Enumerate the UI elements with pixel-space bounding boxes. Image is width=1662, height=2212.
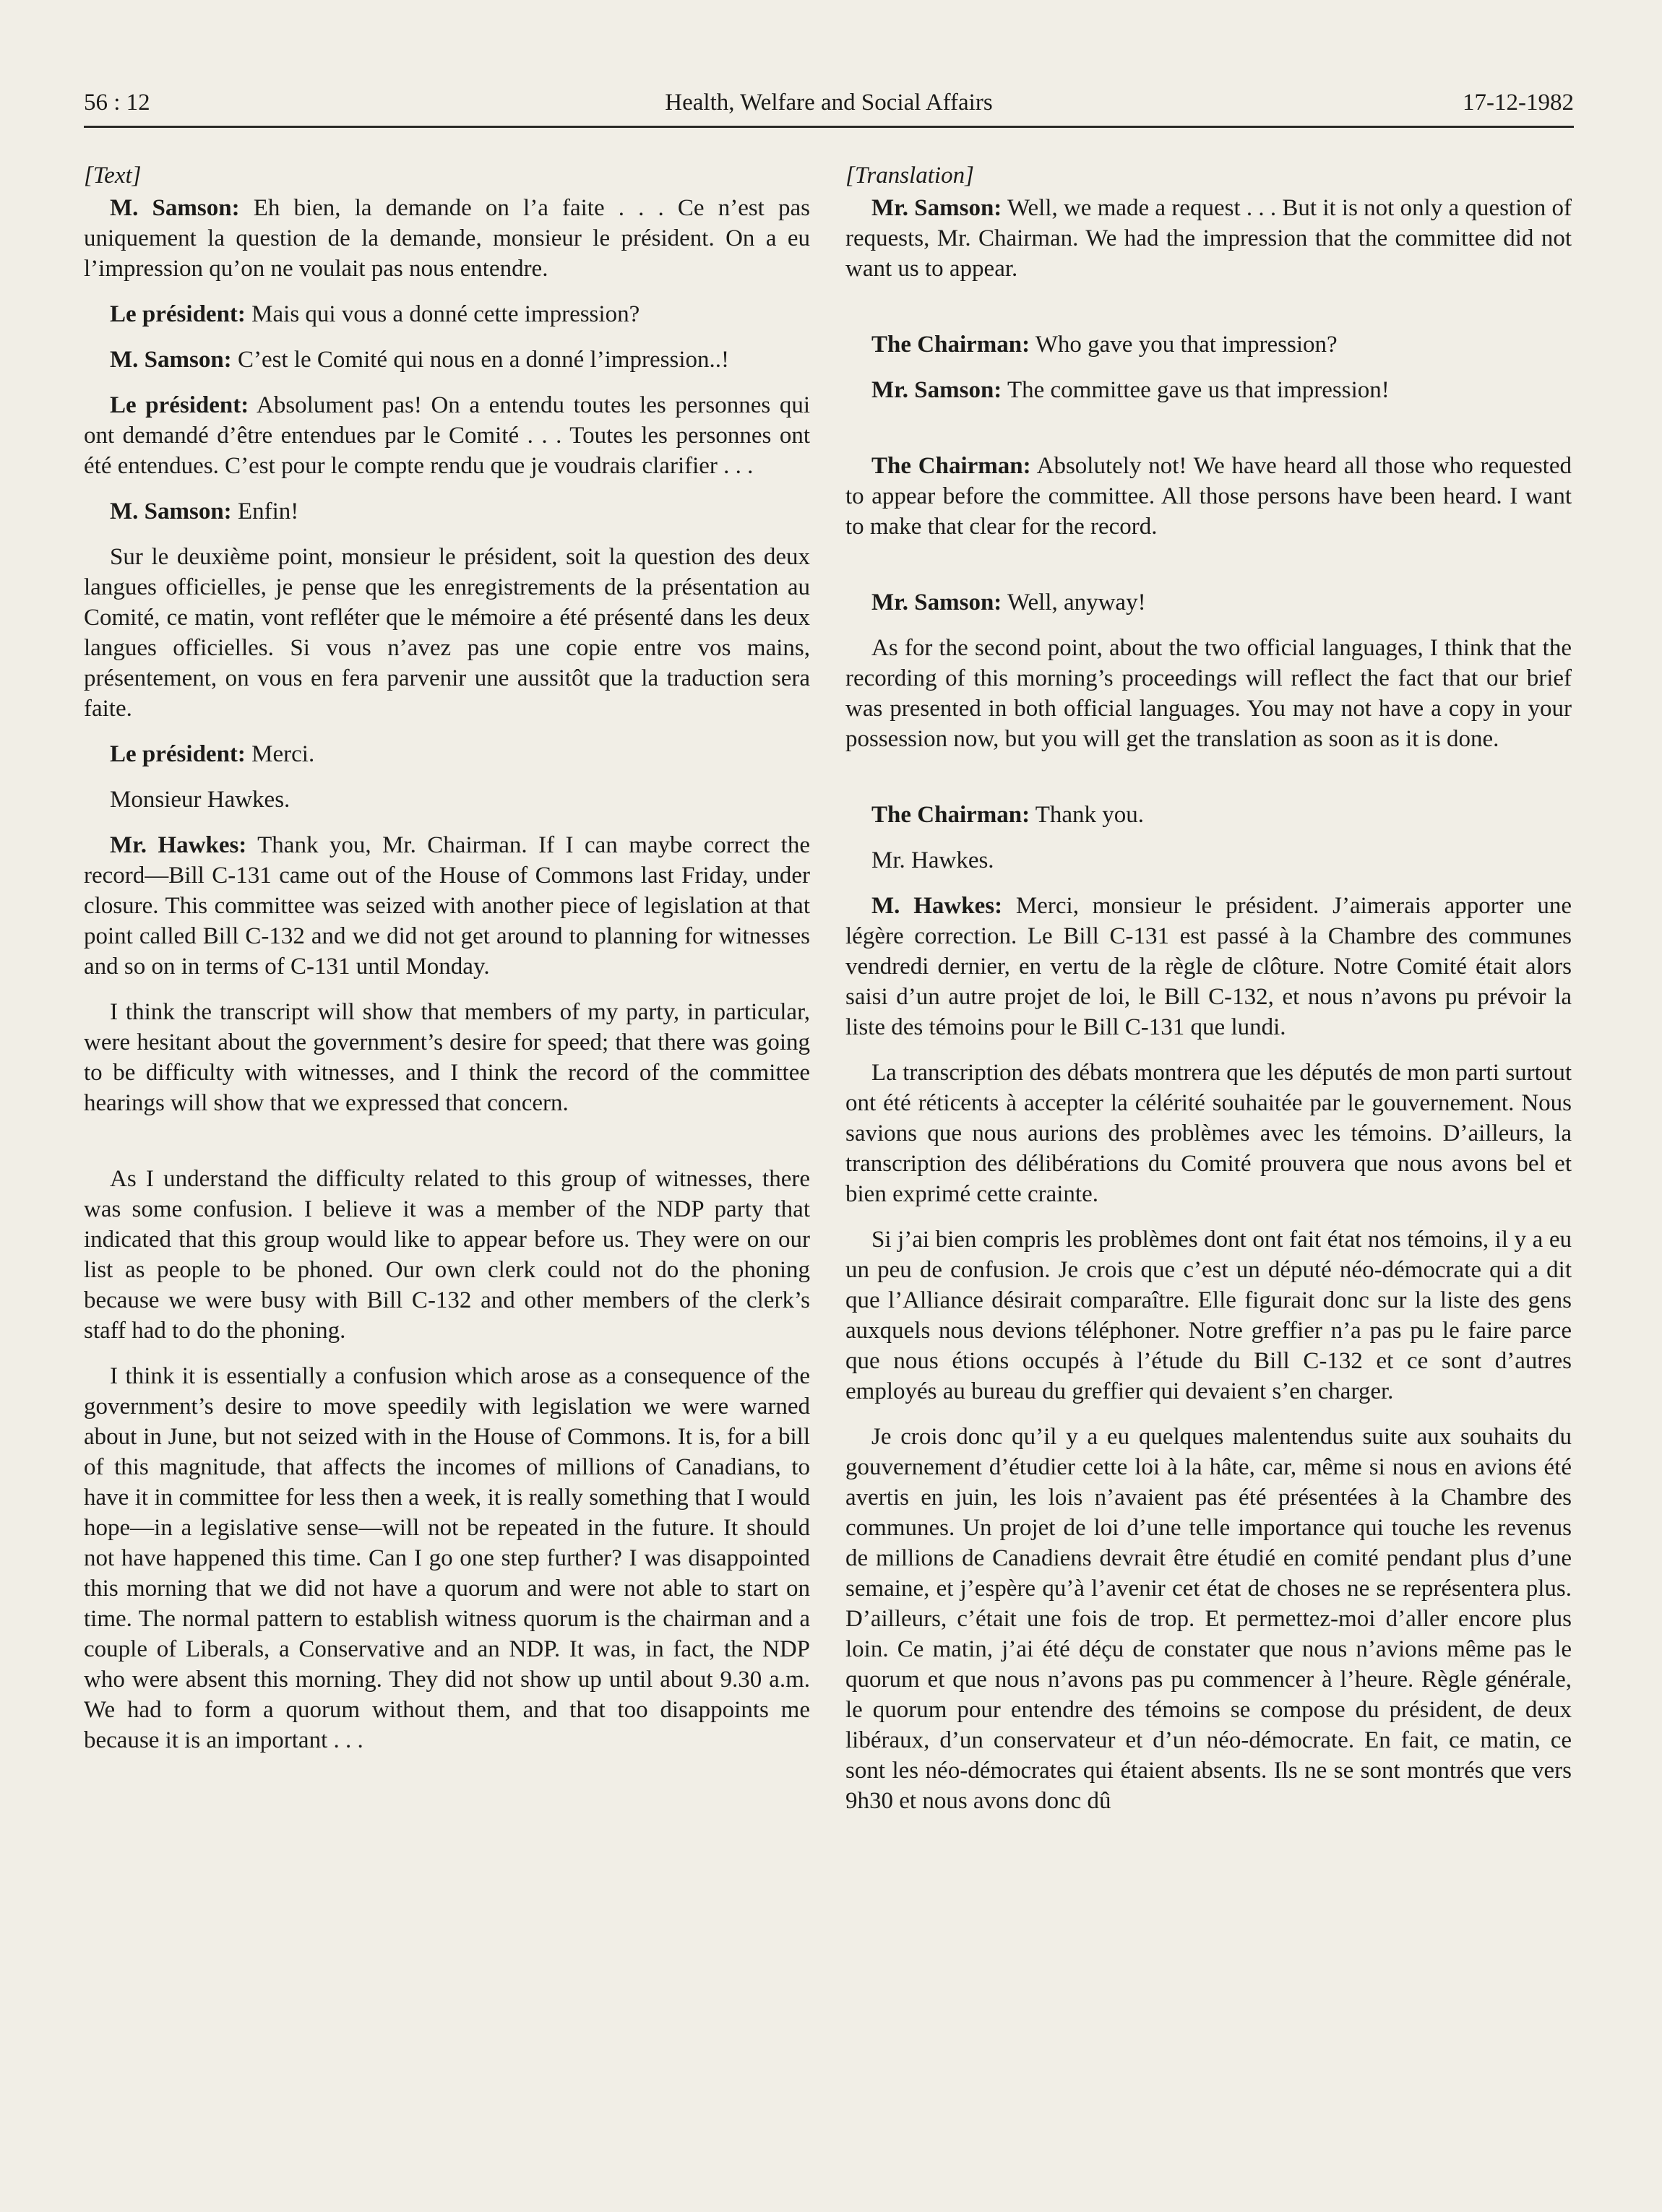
paragraph-text: C’est le Comité qui nous en a donné l’impression..! [231, 347, 729, 373]
paragraph [845, 1058, 1572, 1209]
paragraph [84, 1164, 810, 1346]
column-label: [Translation] [845, 163, 974, 189]
paragraph [84, 299, 810, 329]
page-number: 56 : 12 [84, 90, 150, 116]
paragraph [845, 193, 1572, 284]
speaker-name: Mr. Samson: [871, 377, 1002, 403]
paragraph-text: Thank you. [1030, 802, 1145, 828]
paragraph-text: Mais qui vous a donné cette impression? [245, 301, 640, 327]
paragraph-text: Si j’ai bien compris les problèmes dont ont fait état nos témoins, il y a eu un peu de confusion. Je crois que c’est un député néo-démocrate qui a dit que l’Alliance désirait comparaître. Elle figurait donc sur la liste des gens auxquels nous devions téléphoner. Notre greffier n’a pas pu le faire parce que nous étions occupés à l’étude du Bill C-132 et ce sont d’autres employés au bureau du greffier qui devaient s’en charger. [845, 1227, 1572, 1404]
paragraph [84, 345, 810, 375]
paragraph-text: The committee gave us that impression! [1002, 377, 1390, 403]
paragraph-text: Well, anyway! [1002, 589, 1146, 615]
paragraph-text: Je crois donc qu’il y a eu quelques malentendus suite aux souhaits du gouvernement d’étudier cette loi à la hâte, car, même si nous en avions été avertis en juin, les lois n’avaient pas été présentées à la Chambre des communes. Un projet de loi d’une telle importance qui touche les revenus de millions de Canadiens devrait être étudié en comité pendant plus d’une semaine, et j’espère qu’à l’avenir cet état de choses ne se représentera plus. D’ailleurs, c’était une fois de trop. Et permettez-moi d’aller encore plus loin. Ce matin, j’ai été déçu de constater que nous n’avions même pas le quorum et que nous n’avons pas pu commencer à l’heure. Règle générale, le quorum pour entendre des témoins se compose du président, de deux libéraux, d’un conservateur et d’un néo-démocrate. En fait, ce matin, ce sont les néo-démocrates qui étaient absents. Ils ne se sont montrés que vers 9h30 et nous avons donc dû [845, 1424, 1572, 1814]
document-date: 17-12-1982 [1463, 90, 1574, 116]
paragraph [84, 542, 810, 724]
paragraph [84, 193, 810, 284]
paragraph [84, 997, 810, 1118]
paragraph [845, 891, 1572, 1042]
speaker-name: M. Samson: [110, 347, 232, 373]
paragraph-text: Mr. Hawkes. [871, 847, 994, 873]
paragraph [84, 390, 810, 481]
column-label: [Text] [84, 163, 142, 189]
speaker-name: Le président: [110, 301, 246, 327]
paragraph-text: Merci. [245, 741, 315, 767]
running-title: Health, Welfare and Social Affairs [665, 90, 993, 116]
paragraph [84, 1361, 810, 1755]
paragraph-text: Enfin! [231, 498, 299, 524]
speaker-name: M. Samson: [110, 195, 240, 221]
paragraph [84, 785, 810, 815]
paragraph-text: Monsieur Hawkes. [110, 787, 290, 813]
paragraph-text: La transcription des débats montrera que les députés de mon parti surtout ont été réticents à accepter la célérité souhaitée par le gouvernement. Nous savions que nous aurions des problèmes avec les témoins. D’ailleurs, la transcription des délibérations du Comité prouvera que nous avons bel et bien exprimé cette crainte. [845, 1060, 1572, 1207]
paragraph [845, 375, 1572, 405]
paragraph-text: I think the transcript will show that members of my party, in particular, were hesitant about the government’s desire for speed; that there was going to be difficulty with witnesses, and I think the record of the committee hearings will show that we expressed that concern. [84, 999, 810, 1116]
paragraph-text: Absolument pas! On a entendu toutes les personnes qui ont demandé d’être entendues par le Comité . . . Toutes les personnes ont été entendues. C’est pour le compte rendu que je voudrais clarifier . . . [84, 392, 810, 479]
speaker-name: The Chairman: [871, 332, 1030, 358]
paragraph [845, 329, 1572, 360]
speaker-name: Le président: [110, 741, 246, 767]
page-header [84, 87, 1574, 128]
paragraph-text: Absolutely not! We have heard all those who requested to appear before the committee. All those persons have been heard. I want to make that clear for the record. [845, 453, 1572, 540]
paragraph-text: Who gave you that impression? [1030, 332, 1338, 358]
speaker-name: Mr. Samson: [871, 195, 1002, 221]
paragraph [845, 451, 1572, 542]
paragraph [845, 1422, 1572, 1816]
paragraph-text: As I understand the difficulty related to this group of witnesses, there was some confusion. I believe it was a member of the NDP party that indicated that this group would like to appear before us. They were on our list as people to be phoned. Our own clerk could not do the phoning because we were busy with Bill C-132 and other members of the clerk’s staff had to do the phoning. [84, 1166, 810, 1344]
paragraph-text: Sur le deuxième point, monsieur le président, soit la question des deux langues officielles, je pense que les enregistrements de la présentation au Comité, ce matin, vont refléter que le mémoire a été présenté dans les deux langues officielles. Si vous n’avez pas une copie entre vos mains, présentement, on vous en fera parvenir une aussitôt que la traduction sera faite. [84, 544, 810, 722]
speaker-name: M. Hawkes: [871, 893, 1003, 919]
paragraph-text: Merci, monsieur le président. J’aimerais apporter une légère correction. Le Bill C-131 est passé à la Chambre des communes vendredi dernier, en vertu de la règle de clôture. Notre Comité était alors saisi d’un autre projet de loi, le Bill C-132, et nous n’avons pu prévoir la liste des témoins pour le Bill C-131 que lundi. [845, 893, 1572, 1040]
left-column [84, 160, 810, 1771]
paragraph-text: As for the second point, about the two official languages, I think that the recording of this morning’s proceedings will reflect the fact that our brief was presented in both official languages. You may not have a copy in your possession now, but you will get the translation as soon as it is done. [845, 635, 1572, 752]
paragraph-text: Thank you, Mr. Chairman. If I can maybe correct the record—Bill C-131 came out of the House of Commons last Friday, under closure. This committee was seized with another piece of legislation at that point called Bill C-132 and we did not get around to planning for witnesses and so on in terms of C-131 until Monday. [84, 832, 810, 980]
paragraph [845, 633, 1572, 754]
paragraph [84, 739, 810, 769]
speaker-name: The Chairman: [871, 802, 1030, 828]
speaker-name: Le président: [110, 392, 249, 418]
paragraph [845, 800, 1572, 830]
right-column [845, 160, 1572, 1831]
paragraph [84, 830, 810, 982]
speaker-name: The Chairman: [871, 453, 1031, 479]
paragraph-text: Well, we made a request . . . But it is not only a question of requests, Mr. Chairman. We had the impression that the committee did not want us to appear. [845, 195, 1572, 282]
paragraph [84, 496, 810, 527]
speaker-name: Mr. Hawkes: [110, 832, 247, 858]
paragraph [845, 587, 1572, 618]
paragraph [845, 1224, 1572, 1407]
speaker-name: Mr. Samson: [871, 589, 1002, 615]
paragraph-text: I think it is essentially a confusion which arose as a consequence of the government’s desire to move speedily with legislation we were warned about in June, but not seized with in the House of Commons. It is, for a bill of this magnitude, that affects the incomes of millions of Canadians, to have it in committee for less then a week, it is really something that I would hope—in a legislative sense—will not be repeated in the future. It should not have happened this time. Can I go one step further? I was disappointed this morning that we did not have a quorum and were not able to start on time. The normal pattern to establish witness quorum is the chairman and a couple of Liberals, a Conservative and an NDP. It was, in fact, the NDP who were absent this morning. They did not show up until about 9.30 a.m. We had to form a quorum without them, and that too disappoints me because it is an important . . . [84, 1363, 810, 1753]
speaker-name: M. Samson: [110, 498, 232, 524]
paragraph [845, 845, 1572, 876]
paragraph-text: Eh bien, la demande on l’a faite . . . Ce n’est pas uniquement la question de la demande, monsieur le président. On a eu l’impression qu’on ne voulait pas nous entendre. [84, 195, 810, 282]
